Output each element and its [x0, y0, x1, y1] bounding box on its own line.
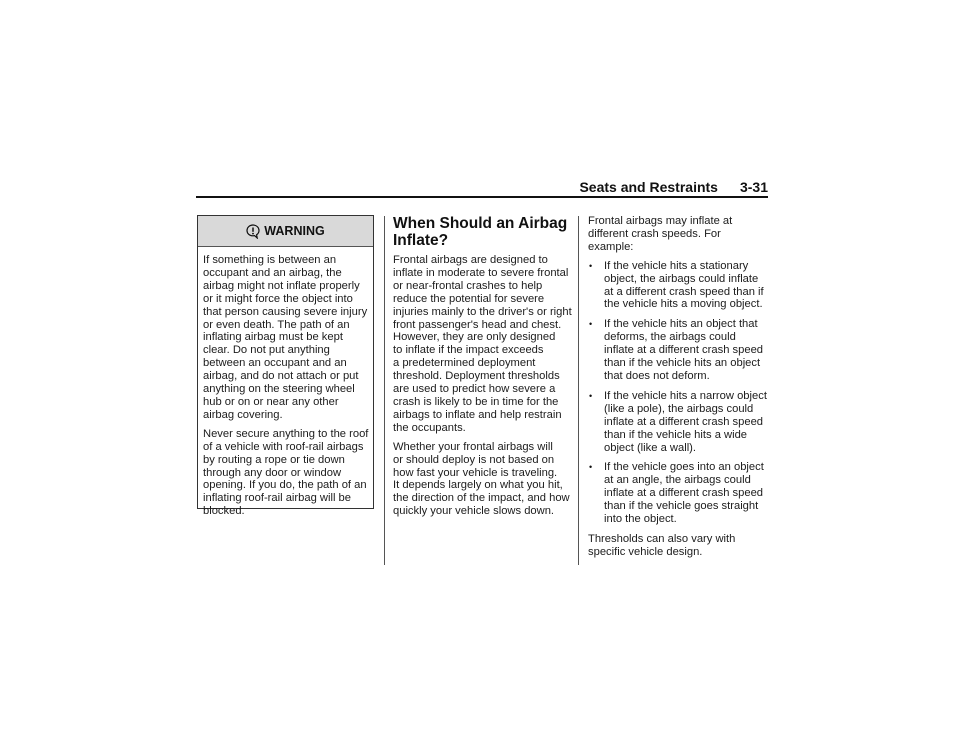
bullet-icon: •	[589, 260, 593, 271]
bullet-icon: •	[589, 462, 593, 473]
column-divider-2	[578, 216, 579, 565]
bullet-icon: •	[589, 319, 593, 330]
page-header	[540, 179, 768, 195]
section-paragraph-1: Frontal airbags are designed to inflate in moderate to severe frontal or near-frontal crashes to help reduce the potential for severe injuries mainly to the driver's or right front passenger's head and chest. However, they are only designed to inflate if the impact exceeds a predetermined deployment threshold. Deployment thresholds are used to predict how severe a crash is likely to be in time for the airbags to inflate and help restrain the occupants.	[393, 254, 572, 434]
intro-paragraph: Frontal airbags may inflate at different crash speeds. For example:	[588, 215, 733, 253]
header-rule	[196, 196, 768, 198]
warning-label: WARNING	[264, 224, 325, 238]
warning-icon	[246, 224, 260, 239]
section-heading: When Should an Airbag Inflate?	[393, 215, 568, 249]
section-paragraph-2: Whether your frontal airbags will or should deploy is not based on how fast your vehicle is traveling. It depends largely on what you hit, the direction of the impact, and how quickly your vehicle slows down.	[393, 440, 570, 518]
closing-paragraph: Thresholds can also vary with specific vehicle design.	[588, 532, 736, 558]
list-item: • If the vehicle hits a stationary object, the airbags could inflate at a different crash speed than if the vehicle hits a moving object.	[589, 259, 764, 311]
page-number: 3-31	[739, 179, 768, 195]
bullet-list	[588, 260, 773, 526]
column-divider-1	[384, 216, 385, 565]
bullet-icon: •	[589, 390, 593, 401]
list-item: • If the vehicle hits a narrow object (like a pole), the airbags could inflate at a different crash speed than if the vehicle hits a wide object (like a wall).	[589, 389, 767, 454]
section-title: Seats and Restraints	[579, 179, 718, 195]
warning-paragraph-1: If something is between an occupant and an airbag, the airbag might not inflate properly or it might force the object into that person causing severe injury or even death. The path of an inflating airbag must be kept clear. Do not put anything between an occupant and an airbag, and do not attach or put anything on the steering wheel hub or on or near any other airbag covering.	[203, 254, 368, 421]
list-item: • If the vehicle hits an object that deforms, the airbags could inflate at a different crash speed than if the vehicle hits an object that does not deform.	[589, 318, 764, 382]
list-item: • If the vehicle goes into an object at an angle, the airbags could inflate at a different crash speed than if the vehicle goes straight into the object.	[589, 461, 764, 526]
warning-header	[198, 216, 373, 247]
main-column	[393, 215, 573, 524]
warning-box	[197, 215, 374, 518]
right-column	[588, 215, 773, 565]
warning-paragraph-2: Never secure anything to the roof of a vehicle with roof-rail airbags by routing a rope or tie down through any door or window opening. If you do, the path of an inflating roof-rail airbag will be blocked.	[203, 427, 369, 518]
